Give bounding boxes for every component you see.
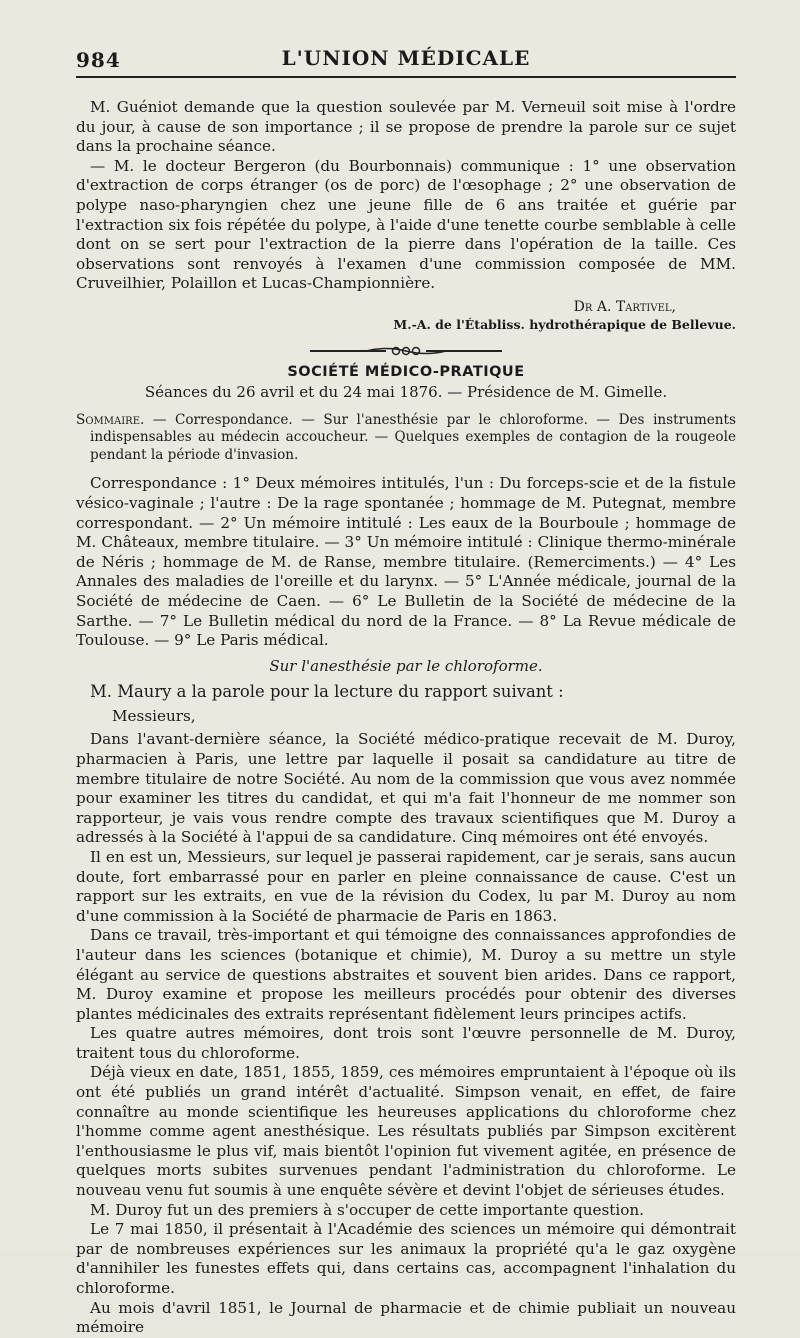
report-paragraph: M. Duroy fut un des premiers à s'occuper de cette importante question. [90, 1200, 645, 1219]
section-ornament [76, 344, 736, 358]
report-paragraph: Déjà vieux en date, 1851, 1855, 1859, ces mémoires empruntaient à l'époque où ils ont été publiés un grand intérêt d'actualité. Simpson venait, en effet, de faire connaître au monde scientifique les heureuses applications du chloroforme chez l'homme comme agent anesthésique. Les résultats publiés par Simpson excitèrent l'enthousiasme le plus vif, mais bientôt l'opinion fut vivement agitée, en présence de quelques morts subites survenues pendant l'administration du chloroforme. Le nouveau venu fut soumis à une enquête sévère et devint l'objet de sérieuses études. [76, 1063, 736, 1200]
anesthesia-report [76, 681, 736, 1338]
summary-text: — Correspondance. — Sur l'anesthésie par le chloroforme. — Des instruments indispensables au médecin accoucheur. — Quelques exemples de contagion de la rougeole pendant la période d'invasion. [90, 411, 736, 463]
report-paragraph: Dans ce travail, très-important et qui témoigne des connaissances approfondies de l'auteur dans les sciences (botanique et chimie), M. Duroy a su mettre un style élégant au service de questions abstraites et souvent bien arides. Dans ce rapport, M. Duroy examine et propose les meilleurs procédés pour obtenir des diverses plantes médicinales des extraits représentant fidèlement leurs principes actifs. [76, 926, 736, 1023]
session-dates: Séances du 26 avril et du 24 mai 1876. — Présidence de M. Gimelle. [144, 382, 668, 401]
anesthesia-subhead: Sur l'anesthésie par le chloroforme. [269, 656, 543, 675]
article-body [76, 98, 736, 294]
correspondance-section [76, 474, 736, 650]
intro-paragraph-2: — M. le docteur Bergeron (du Bourbonnais) communique : 1° une observation d'extraction de corps étranger (os de porc) de l'œsophage ; 2° une observation de polype naso-pharyngien chez une jeune fille de 6 ans traitée et guérie par l'extraction six fois répétée du polype, à l'aide d'une tenette courbe semblable à celle dont on se sert pour l'extraction de la pierre dans l'opération de la taille. Ces observations sont renvoyés à l'examen d'une commission composée de MM. Cruveilhier, Polaillon et Lucas-Championnière. [76, 156, 736, 293]
running-head [76, 40, 736, 78]
report-lead: M. Maury a la parole pour la lecture du rapport suivant : [90, 681, 564, 701]
journal-title: L'UNION MÉDICALE [281, 46, 531, 70]
society-title: SOCIÉTÉ MÉDICO-PRATIQUE [287, 363, 525, 380]
report-paragraph: Il en est un, Messieurs, sur lequel je passerai rapidement, car je serais, sans aucun doute, fort embarrassé pour en parler en pleine connaissance de cause. C'est un rapport sur les extraits, en vue de la révision du Codex, lu par M. Duroy au nom d'une commission à la Société de pharmacie de Paris en 1863. [76, 847, 736, 925]
ornament-rule-icon [306, 344, 506, 358]
report-salutation: Messieurs, [112, 706, 196, 725]
report-paragraph: Le 7 mai 1850, il présentait à l'Académie des sciences un mémoire qui démontrait par de nombreuses expériences sur les animaux la propriété qu'a le gaz oxygène d'annihiler les funestes effets qui, dans certains cas, accompagnent l'inhalation du chloroforme. [76, 1220, 736, 1297]
signature-affiliation: M.-A. de l'Établiss. hydrothérapique de Bellevue. [393, 316, 736, 332]
signature-name: Dr A. Tartivel, [573, 298, 676, 315]
signature-block [76, 298, 736, 334]
report-paragraph: Au mois d'avril 1851, le Journal de pharmacie et de chimie publiait un nouveau mémoire [76, 1298, 736, 1337]
summary-block [76, 412, 736, 465]
report-paragraph: Les quatre autres mémoires, dont trois sont l'œuvre personnelle de M. Duroy, traitent tous du chloroforme. [76, 1024, 736, 1062]
report-paragraph: Dans l'avant-dernière séance, la Société médico-pratique recevait de M. Duroy, pharmacien à Paris, une lettre par laquelle il posait sa candidature au titre de membre titulaire de notre Société. Au nom de la commission que vous avez nommée pour examiner les titres du candidat, et qui m'a fait l'honneur de me nommer son rapporteur, je vais vous rendre compte des travaux scientifiques que M. Duroy a adressés à la Société à l'appui de sa candidature. Cinq mémoires ont été envoyés. [76, 730, 736, 847]
correspondance-paragraph: Correspondance : 1° Deux mémoires intitulés, l'un : Du forceps-scie et de la fistule vésico-vaginale ; l'autre : De la rage spontanée ; hommage de M. Putegnat, membre correspondant. — 2° Un mémoire intitulé : Les eaux de la Bourboule ; hommage de M. Châteaux, membre titulaire. — 3° Un mémoire intitulé : Clinique thermo-minérale de Néris ; hommage de M. de Ranse, membre titulaire. (Remerciments.) — 4° Les Annales des maladies de l'oreille et du larynx. — 5° L'Année médicale, journal de la Société de médecine de Caen. — 6° Le Bulletin de la Société de médecine de la Sarthe. — 7° Le Bulletin médical du nord de la France. — 8° La Revue médicale de Toulouse. — 9° Le Paris médical. [76, 474, 736, 650]
page-number: 984 [76, 48, 121, 72]
intro-paragraph-1: M. Guéniot demande que la question soulevée par M. Verneuil soit mise à l'ordre du jour, à cause de son importance ; il se propose de prendre la parole sur ce sujet dans la prochaine séance. [76, 98, 736, 156]
summary-label: Sommaire. [76, 411, 145, 428]
